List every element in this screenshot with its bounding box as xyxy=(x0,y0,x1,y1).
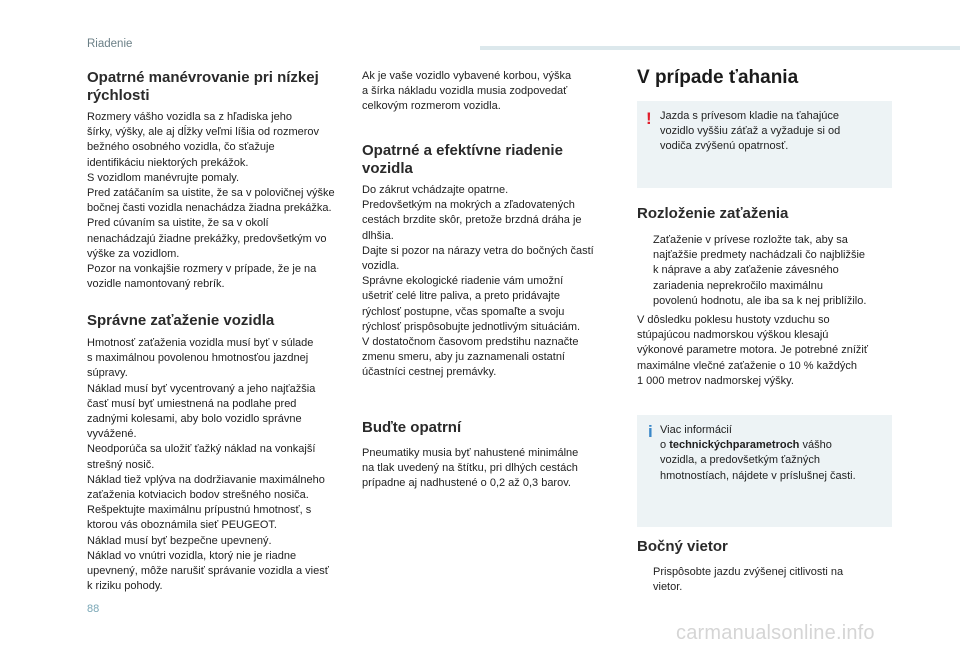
header-divider xyxy=(480,46,960,50)
header-section-label: Riadenie xyxy=(87,38,133,50)
paragraph-loading: Hmotnosť zaťaženia vozidla musí byť v súlade s maximálnou povolenou hmotnosťou jazdnej súpravy. Náklad musí byť vycentrovaný a jeho najťažšia časť musí byť umiestnená na podlahe pred zadnými kolesami, aby bolo vozidlo správne vyvážené. Neodporúča sa uložiť ťažký náklad na vonkajší strešný nosič. Náklad tiež vplýva na dodržiavanie maximálneho zaťaženia kotviacich bodov strešného nosiča. Rešpektujte maximálnu prípustnú hmotnosť, s ktorou vás oboznámila sieť PEUGEOT. Náklad musí byť bezpečne upevnený. Náklad vo vnútri vozidla, ktorý nie je riadne upevnený, môže narušiť správanie vozidla a viesť k riziku pohody. xyxy=(87,337,329,593)
paragraph-altitude: V dôsledku poklesu hustoty vzduchu so stúpajúcou nadmorskou výškou klesajú výkonové parametre motora. Je potrebné znížiť maximálne vlečné zaťaženie o 10 % každých 1 000 metrov nadmorskej výšky. xyxy=(637,314,868,387)
warning-note xyxy=(637,101,892,188)
heading-load-distribution: Rozloženie zaťaženia xyxy=(637,205,789,222)
paragraph-maneuvering: Rozmery vášho vozidla sa z hľadiska jeho šírky, výšky, ale aj dĺžky veľmi líšia od rozmerov bežného osobného vozidla, čo sťažuje identifikáciu niektorých prekážok. S vozidlom manévrujte pomaly. Pred zatáčaním sa uistite, že sa v polovičnej výške bočnej časti vozidla nenachádza žiadna prekážka. Pred cúvaním sa uistite, že sa v okolí nenachádzajú žiadne prekážky, predovšetkým vo výške za vozidlom. Pozor na vonkajšie rozmery v prípade, že je na vozidle namontovaný rebrík. xyxy=(87,111,335,291)
watermark: carmanualsonline.info xyxy=(676,622,875,644)
bullet-load-distribution xyxy=(637,233,899,313)
heading-careful-efficient-driving: Opatrné a efektívne riadenie vozidla xyxy=(362,142,563,177)
info-text-pre: Viac informácií o xyxy=(660,424,732,452)
info-text-bold: technickýchparametroch xyxy=(669,439,800,452)
info-icon: i xyxy=(648,422,653,441)
heading-be-careful: Buďte opatrní xyxy=(362,419,462,436)
warning-exclamation-icon: ! xyxy=(646,109,652,128)
heading-crosswind: Bočný vietor xyxy=(637,538,728,555)
bullet-load-distribution-text: Zaťaženie v prívese rozložte tak, aby sa najťažšie predmety nachádzali čo najbližšie k náprave a aby zaťaženie závesného zariadenia neprekročilo maximálnu povolenú hodnotu, ale iba sa k nej priblížilo. xyxy=(653,234,867,307)
paragraph-body-dimensions: Ak je vaše vozidlo vybavené korbou, výška a šírka nákladu vozidla musia zodpovedať celkovým rozmerom vozidla. xyxy=(362,70,572,113)
info-note xyxy=(637,415,892,527)
warning-text: Jazda s prívesom kladie na ťahajúce vozidlo vyššiu záťaž a vyžaduje si od vodiča zvýšenú opatrnosť. xyxy=(660,110,841,153)
heading-correct-loading: Správne zaťaženie vozidla xyxy=(87,312,275,329)
page-title-towing: V prípade ťahania xyxy=(637,67,799,88)
page-number: 88 xyxy=(87,603,100,615)
info-text xyxy=(660,423,885,484)
paragraph-tyres: Pneumatiky musia byť nahustené minimálne na tlak uvedený na štítku, pri dlhých cestách prípadne aj nadhustené o 0,2 až 0,3 barov. xyxy=(362,447,579,490)
heading-careful-maneuvering: Opatrné manévrovanie pri nízkej rýchlosti xyxy=(87,69,319,104)
bullet-crosswind-text: Prispôsobte jazdu zvýšenej citlivosti na vietor. xyxy=(653,566,844,594)
paragraph-efficient-driving: Do zákrut vchádzajte opatrne. Predovšetkým na mokrých a zľadovatených cestách brzdite skôr, pretože brzdná dráha je dlhšia. Dajte si pozor na nárazy vetra do bočných častí vozidla. Správne ekologické riadenie vám umožní ušetriť celé litre paliva, a preto pridávajte rýchlosť postupne, včas spomaľte a svoju rýchlosť prispôsobujte jednotlivým situáciám. V dostatočnom časovom predstihu naznačte zmenu smeru, aby ju zaznamenali ostatní účastníci cestnej premávky. xyxy=(362,184,594,379)
info-text-post: vášho vozidla, a predovšetkým ťažných hmotnostíach, nájdete v príslušnej časti. xyxy=(660,439,856,482)
bullet-crosswind xyxy=(637,565,899,597)
